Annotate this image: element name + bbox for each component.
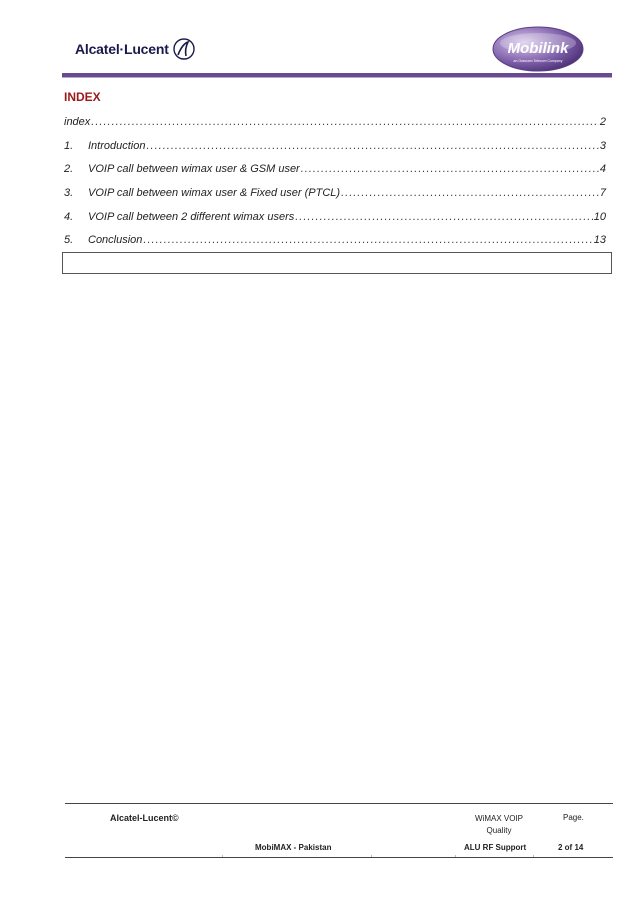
footer-doc-title	[470, 813, 528, 837]
toc-entry-page: 3	[599, 139, 606, 152]
toc-leader-dots	[146, 140, 598, 152]
alcatel-lucent-swirl-icon	[173, 38, 195, 60]
toc-entry-title[interactable]: Introduction	[88, 139, 146, 152]
toc-entry-title[interactable]: VOIP call between wimax user & Fixed user (PTCL)	[88, 187, 341, 200]
toc-entry-number: 3.	[64, 187, 74, 200]
toc-entry-number: 2.	[64, 163, 74, 176]
toc-entry-page: 4	[599, 163, 606, 176]
toc-entry-number: 4.	[64, 210, 74, 223]
toc-entry-fixed[interactable]	[64, 187, 606, 211]
table-of-contents	[64, 116, 606, 258]
toc-entry-title[interactable]: VOIP call between wimax user & GSM user	[88, 163, 300, 176]
mobilink-logo-text: Mobilink	[507, 40, 569, 57]
toc-leader-dots	[295, 211, 593, 223]
toc-leader-dots	[91, 116, 599, 128]
mobilink-logo	[492, 26, 584, 72]
header-rule-thin	[62, 77, 612, 78]
footer-page-label: Page.	[563, 813, 584, 822]
toc-leader-dots	[301, 163, 599, 175]
toc-entry-title[interactable]: VOIP call between 2 different wimax users	[88, 210, 295, 223]
toc-entry-title[interactable]: index	[64, 116, 91, 128]
footer-company: Alcatel-Lucent©	[110, 813, 179, 823]
alcatel-lucent-logo-text: Alcatel·Lucent	[75, 41, 169, 57]
mobilink-tagline: an Orascom Telecom Company	[513, 59, 563, 63]
toc-entry-page: 7	[599, 187, 606, 200]
footer-doc-title-line2: Quality	[486, 826, 512, 835]
footer-top-rule	[65, 803, 613, 804]
toc-entry-wimax[interactable]	[64, 211, 606, 235]
empty-frame-box	[62, 252, 612, 274]
footer-bottom-rule	[65, 857, 613, 858]
footer-team: ALU RF Support	[464, 843, 527, 852]
toc-entry-introduction[interactable]	[64, 140, 606, 164]
toc-leader-dots	[143, 234, 592, 246]
alcatel-lucent-logo	[75, 36, 195, 62]
index-heading: INDEX	[64, 90, 101, 104]
footer-project: MobiMAX - Pakistan	[255, 843, 332, 852]
toc-entry-page: 13	[593, 234, 606, 247]
footer-doc-title-line1: WiMAX VOIP	[474, 814, 523, 823]
toc-leader-dots	[341, 187, 599, 199]
toc-entry-gsm[interactable]	[64, 163, 606, 187]
footer-page-of: 2 of 14	[558, 843, 584, 852]
toc-entry-index[interactable]	[64, 116, 606, 140]
toc-entry-page: 2	[599, 116, 606, 128]
toc-entry-number: 1.	[64, 139, 74, 152]
toc-entry-title[interactable]: Conclusion	[88, 234, 143, 247]
toc-entry-page: 10	[593, 210, 606, 223]
toc-entry-number: 5.	[64, 234, 74, 247]
